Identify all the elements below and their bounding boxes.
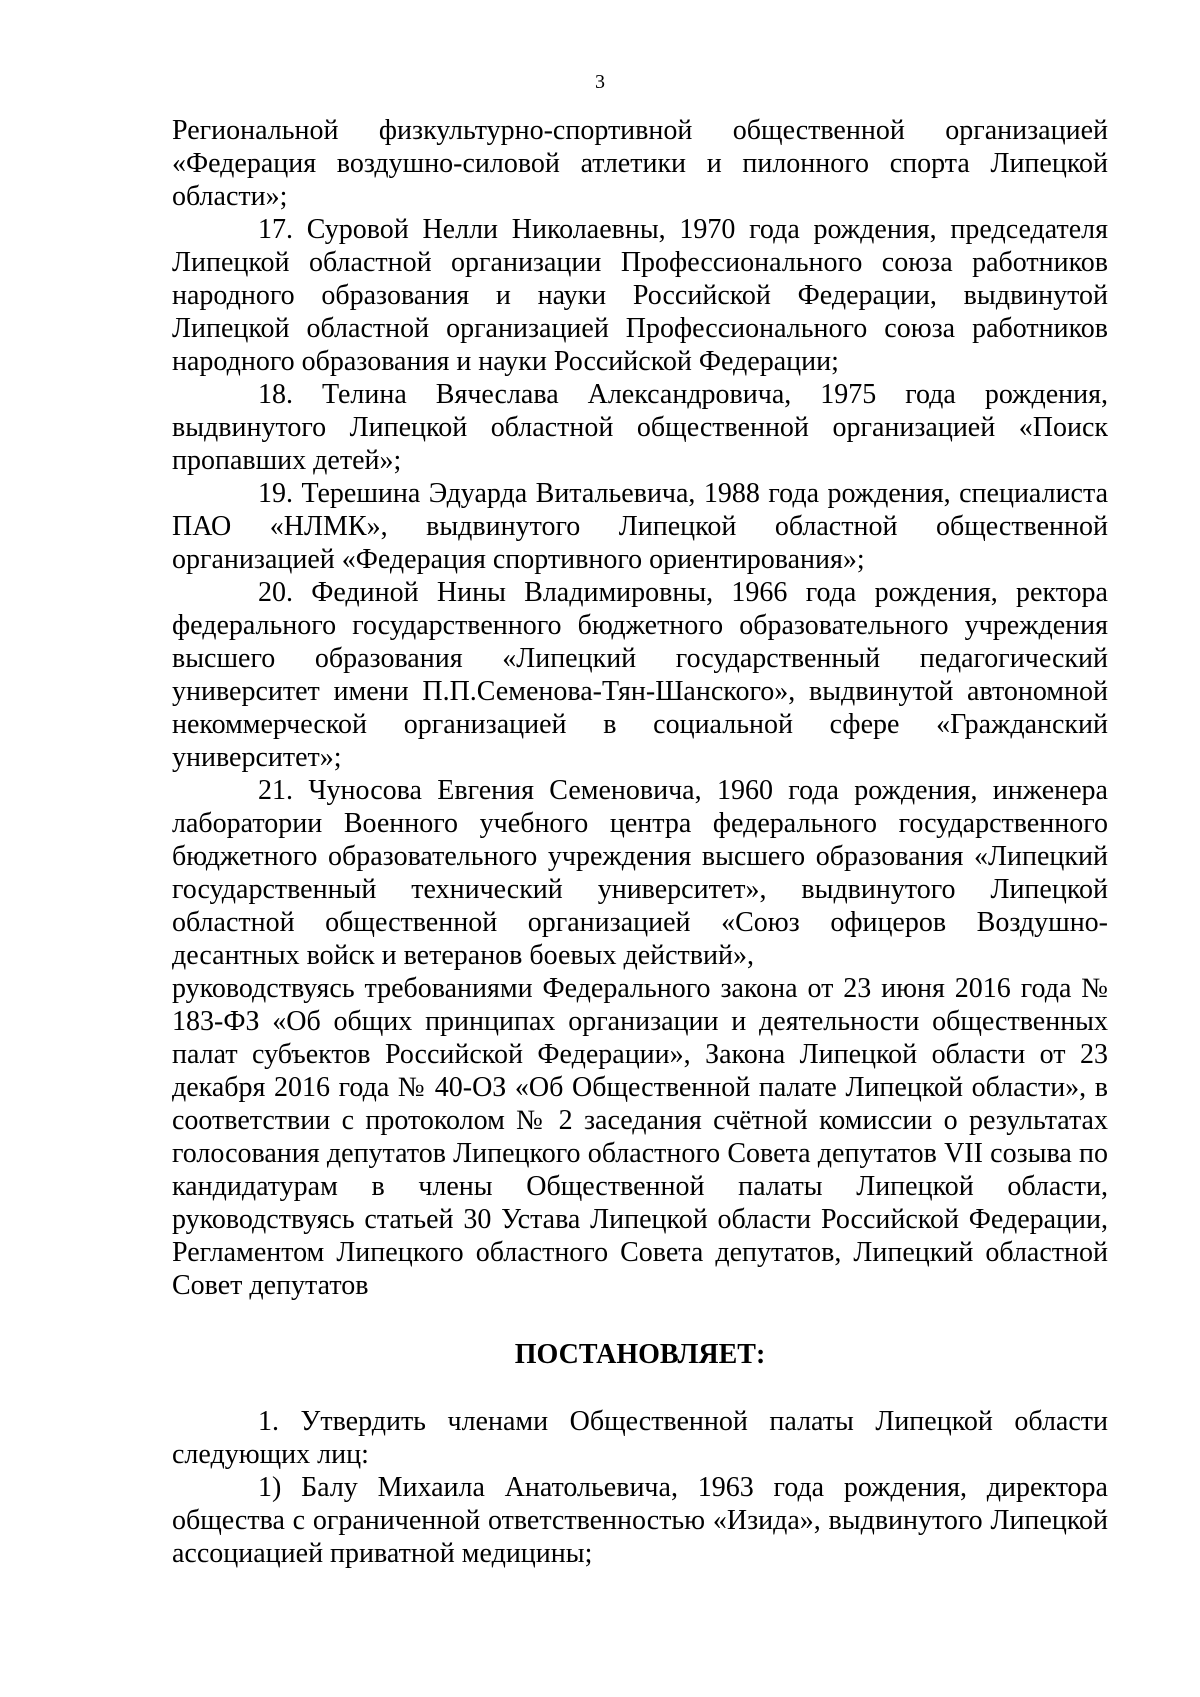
paragraph-item-21: 21. Чуносова Евгения Семеновича, 1960 года рождения, инженера лаборатории Военного учебного центра федерального государственного бюджетного образовательного учреждения высшего образования «Липецкий государственный технический университет», выдвинутого Липецкой областной общественной организацией «Союз офицеров Воздушно-десантных войск и ветеранов боевых действий», xyxy=(172,775,1108,971)
paragraph-resolution-1: 1. Утвердить членами Общественной палаты Липецкой области следующих лиц: xyxy=(172,1406,1108,1470)
document-body xyxy=(172,114,1108,1570)
paragraph-item-18: 18. Телина Вячеслава Александровича, 1975 года рождения, выдвинутого Липецкой областной общественной организацией «Поиск пропавших детей»; xyxy=(172,379,1108,476)
paragraph-item-19: 19. Терешина Эдуарда Витальевича, 1988 года рождения, специалиста ПАО «НЛМК», выдвинутого Липецкой областной общественной организацией «Федерация спортивного ориентирования»; xyxy=(172,478,1108,575)
paragraph-item-20: 20. Фединой Нины Владимировны, 1966 года рождения, ректора федерального государственного бюджетного образовательного учреждения высшего образования «Липецкий государственный педагогический университет имени П.П.Семенова-Тян-Шанского», выдвинутой автономной некоммерческой организацией в социальной сфере «Гражданский университет»; xyxy=(172,577,1108,773)
paragraph-item-17: 17. Суровой Нелли Николаевны, 1970 года рождения, председателя Липецкой областной организации Профессионального союза работников народного образования и науки Российской Федерации, выдвинутой Липецкой областной организацией Профессионального союза работников народного образования и науки Российской Федерации; xyxy=(172,214,1108,377)
paragraph-legal-basis: руководствуясь требованиями Федерального закона от 23 июня 2016 года № 183-ФЗ «Об общих принципах организации и деятельности общественных палат субъектов Российской Федерации», Закона Липецкой области от 23 декабря 2016 года № 40-ОЗ «Об Общественной палате Липецкой области», в соответствии с протоколом № 2 заседания счётной комиссии о результатах голосования депутатов Липецкого областного Совета депутатов VII созыва по кандидатурам в члены Общественной палаты Липецкой области, руководствуясь статьей 30 Устава Липецкой области Российской Федерации, Регламентом Липецкого областного Совета депутатов, Липецкий областной Совет депутатов xyxy=(172,973,1108,1301)
paragraph-member-1: 1) Балу Михаила Анатольевича, 1963 года рождения, директора общества с ограниченной ответственностью «Изида», выдвинутого Липецкой ассоциацией приватной медицины; xyxy=(172,1472,1108,1569)
resolution-heading: ПОСТАНОВЛЯЕТ: xyxy=(514,1339,766,1370)
page-number: 3 xyxy=(595,71,605,93)
paragraph-continuation: Региональной физкультурно-спортивной общественной организацией «Федерация воздушно-силовой атлетики и пилонного спорта Липецкой области»; xyxy=(172,115,1108,212)
